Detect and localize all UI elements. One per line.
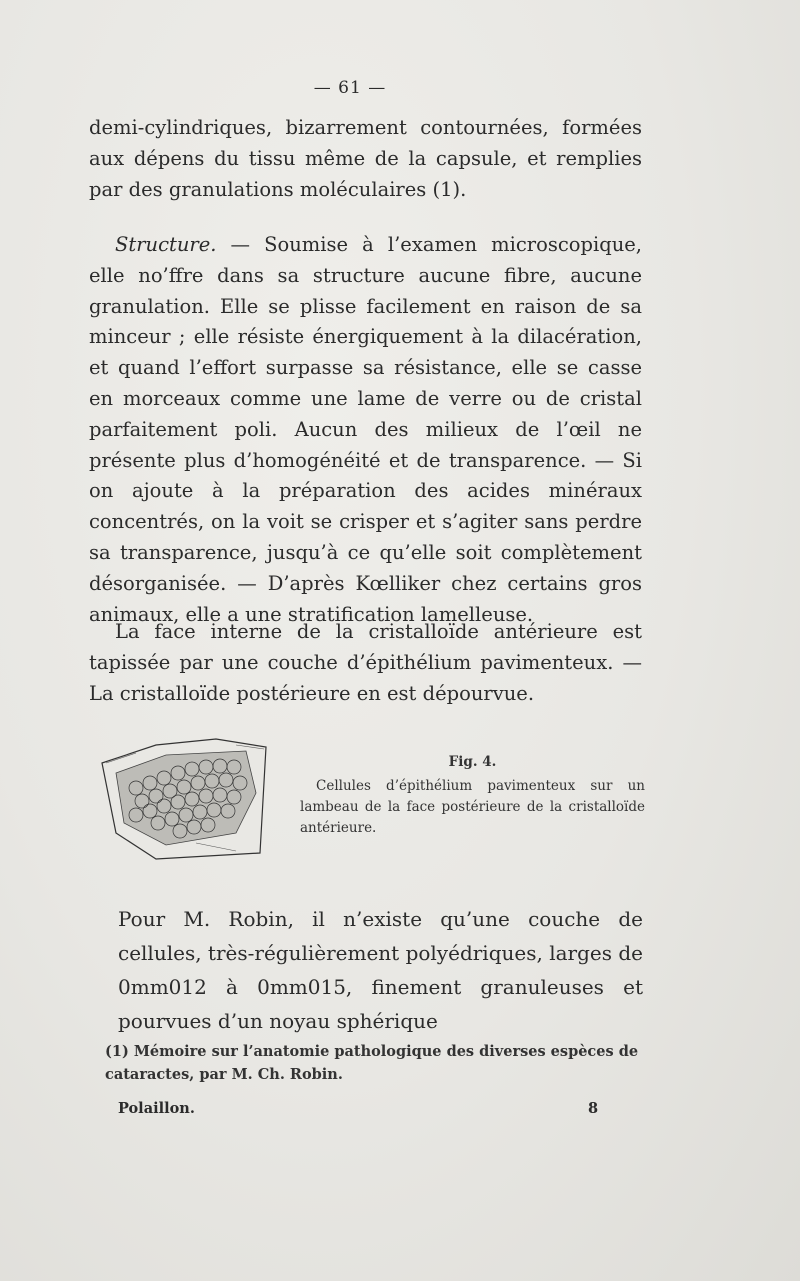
section-text: — Soumise à l’examen microscopique, elle no’ffre dans sa structure aucune fibre, aucune granulation. Elle se plisse facilement en raison de sa minceur ; elle résiste énergiquement à la dilacération, et quand l’effort surpasse sa résistance, elle se casse en morceaux comme une lame de verre ou de cristal parfaitement poli. Aucun des milieux de l’œil ne présente plus d’homogénéité et de transparence. — Si on ajoute à la préparation des acides minéraux concentrés, on la voit se crisper et s’agiter sans perdre sa transparence, jusqu’à ce qu’elle soit complètement désorganisée. — D’après Kœlliker chez certains gros animaux, elle a une stratification lamelleuse. (89, 233, 642, 626)
paragraph-text: demi-cylindriques, bizarrement contournées, formées aux dépens du tissu même de la capsule, et remplies par des granulations moléculaires (1). (89, 116, 642, 201)
paragraph-structure (89, 230, 642, 630)
footnote: (1) Mémoire sur l’anatomie pathologique des diverses espèces de cataractes, par M. Ch. Robin. (105, 1043, 639, 1083)
paragraph-robin (118, 902, 643, 1038)
figure-label: Fig. 4. (448, 754, 497, 770)
figure-caption-text: Cellules d’épithélium pavimenteux sur un lambeau de la face postérieure de la cristalloïde antérieure. (300, 778, 645, 836)
figure-caption (300, 752, 645, 839)
footer-signature-number: 8 (588, 1100, 599, 1117)
paragraph-continuation (89, 113, 642, 205)
figure-illustration (96, 733, 276, 865)
paragraph-text: Pour M. Robin, il n’existe qu’une couche de cellules, très-régulièrement polyédriques, larges de 0mm012 à 0mm015, finement granuleuses et pourvues d’un noyau sphérique (118, 907, 643, 1033)
section-label: Structure. (115, 233, 217, 256)
page-number: — 61 — (313, 78, 387, 98)
paragraph-text: La face interne de la cristalloïde antérieure est tapissée par une couche d’épithélium pavimenteux. — La cristalloïde postérieure en est dépourvue. (89, 620, 642, 705)
footer-signature: Polaillon. (118, 1100, 195, 1117)
epithelium-engraving (96, 733, 276, 865)
paragraph-epithelium (89, 617, 642, 709)
